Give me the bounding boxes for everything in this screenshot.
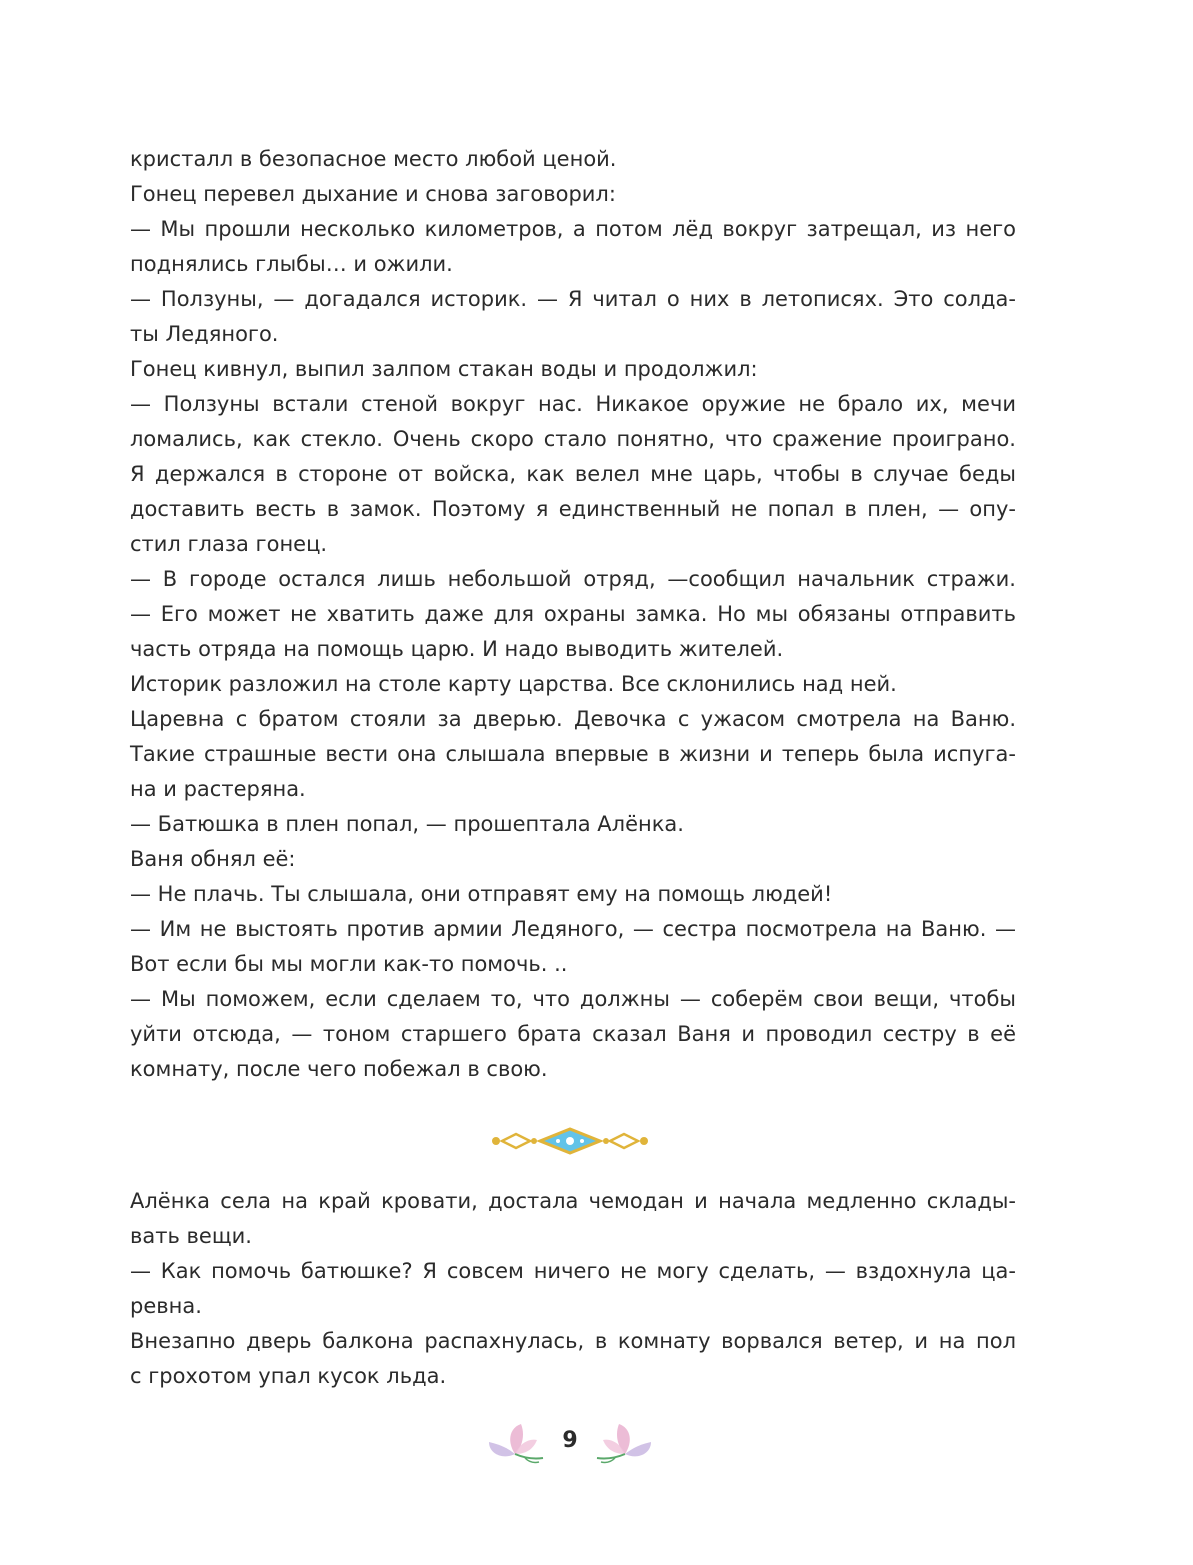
text-line: Царевна с братом стояли за дверью. Девочка с ужасом смотрела на Ваню. [130, 707, 1016, 731]
story-text-block-1 [130, 142, 1016, 1087]
text-line: ты Ледяного. [130, 322, 279, 346]
text-line: Гонец кивнул, выпил залпом стакан воды и продолжил: [130, 357, 758, 381]
text-line: Ваня обнял её: [130, 847, 296, 871]
text-line: стил глаза гонец. [130, 532, 328, 556]
text-line: — Как помочь батюшке? Я совсем ничего не могу сделать, — вздохнула ца- [130, 1259, 1016, 1283]
page-number: 9 [562, 1428, 578, 1453]
text-line: с грохотом упал кусок льда. [130, 1364, 447, 1388]
text-line: — Ползуны встали стеной вокруг нас. Никакое оружие не брало их, мечи [130, 392, 1016, 416]
text-line: — Мы поможем, если сделаем то, что должны — соберём свои вещи, чтобы [130, 987, 1016, 1011]
text-line: — Ползуны, — догадался историк. — Я читал о них в летописях. Это солда- [130, 287, 1016, 311]
text-line: — Мы прошли несколько километров, а потом лёд вокруг затрещал, из него [130, 217, 1016, 241]
page-footer [480, 1418, 660, 1468]
ornament-divider-icon [490, 1126, 650, 1156]
text-line: Гонец перевел дыхание и снова заговорил: [130, 182, 616, 206]
text-line: кристалл в безопасное место любой ценой. [130, 147, 617, 171]
text-line: Такие страшные вести она слышала впервые в жизни и теперь была испуга- [130, 742, 1016, 766]
text-line: — Не плачь. Ты слышала, они отправят ему на помощь людей! [130, 882, 833, 906]
text-line: ломались, как стекло. Очень скоро стало понятно, что сражение проиграно. [130, 427, 1016, 451]
text-line: — Батюшка в плен попал, — прошептала Алёнка. [130, 812, 684, 836]
text-line: Внезапно дверь балкона распахнулась, в комнату ворвался ветер, и на пол [130, 1329, 1016, 1353]
text-line: Вот если бы мы могли как-то помочь. .. [130, 952, 568, 976]
text-line: — Его может не хватить даже для охраны замка. Но мы обязаны отправить [130, 602, 1016, 626]
text-line: — Им не выстоять против армии Ледяного, — сестра посмотрела на Ваню. — [130, 917, 1016, 941]
text-line: Алёнка села на край кровати, достала чемодан и начала медленно склады- [130, 1189, 1016, 1213]
text-line: часть отряда на помощь царю. И надо выводить жителей. [130, 637, 784, 661]
text-line: доставить весть в замок. Поэтому я единственный не попал в плен, — опу- [130, 497, 1016, 521]
text-line: на и растеряна. [130, 777, 306, 801]
text-line: вать вещи. [130, 1224, 252, 1248]
text-line: комнату, после чего побежал в свою. [130, 1057, 548, 1081]
text-line: уйти отсюда, — тоном старшего брата сказал Ваня и проводил сестру в её [130, 1022, 1016, 1046]
story-text-block-2 [130, 1184, 1016, 1394]
flower-bud-icon [595, 1420, 655, 1466]
text-line: Историк разложил на столе карту царства. Все склонились над ней. [130, 672, 897, 696]
text-line: ревна. [130, 1294, 202, 1318]
text-line: Я держался в стороне от войска, как велел мне царь, чтобы в случае беды [130, 462, 1016, 486]
text-line: поднялись глыбы… и ожили. [130, 252, 453, 276]
text-line: — В городе остался лишь небольшой отряд, —сообщил начальник стражи. [130, 567, 1016, 591]
